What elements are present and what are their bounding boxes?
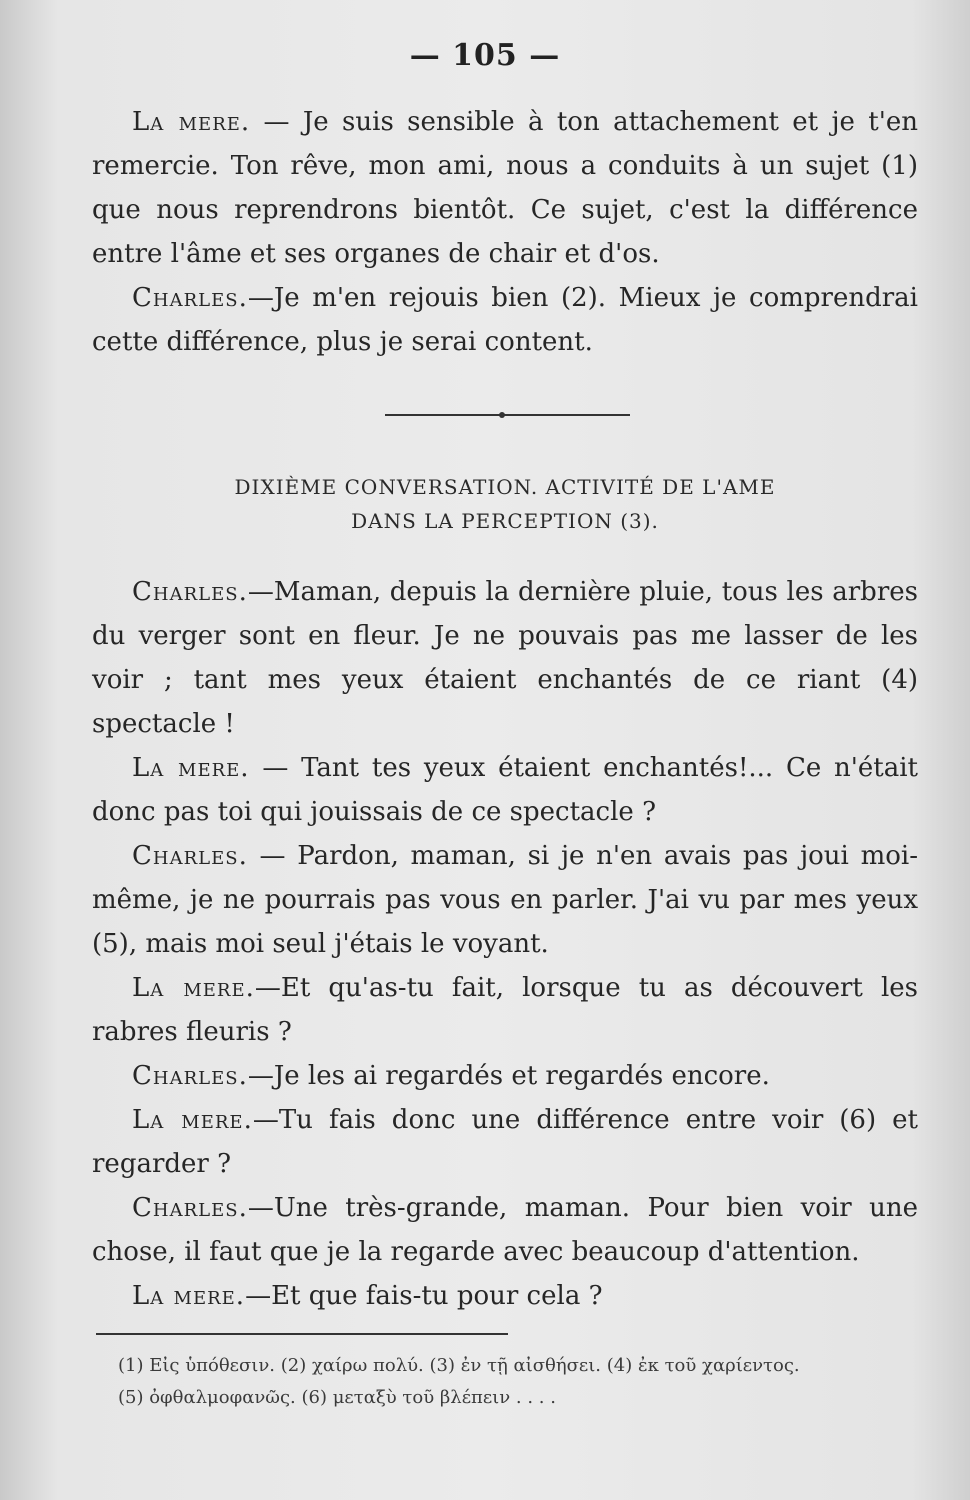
dialogue-text: —Et qu'as-tu fait, lorsque tu as découvert les rabres fleuris ? xyxy=(92,973,918,1047)
dialogue-text: — Tant tes yeux étaient enchantés!... Ce n'était donc pas toi qui jouissais de ce spectacle ? xyxy=(92,753,918,827)
dialogue-paragraph xyxy=(92,1054,918,1098)
section-divider xyxy=(385,414,630,416)
speaker-name: La mere. xyxy=(132,107,251,137)
chapter-heading xyxy=(92,470,918,538)
dialogue-paragraph xyxy=(92,1098,918,1186)
dialogue-text: —Je m'en rejouis bien (2). Mieux je comprendrai cette différence, plus je serai content. xyxy=(92,283,918,357)
dialogue-text: —Une très-grande, maman. Pour bien voir une chose, il faut que je la regarde avec beaucoup d'attention. xyxy=(92,1193,918,1267)
dialogue-text: —Je les ai regardés et regardés encore. xyxy=(247,1061,770,1091)
dialogue-paragraph xyxy=(92,570,918,746)
dialogue-text: — Je suis sensible à ton attachement et je t'en remercie. Ton rêve, mon ami, nous a conduits à un sujet (1) que nous reprendrons bientôt. Ce sujet, c'est la différence entre l'âme et ses organes de chair et d'os. xyxy=(92,107,918,269)
page-number: — 105 — xyxy=(409,38,561,73)
dialogue-text: —Maman, depuis la dernière pluie, tous les arbres du verger sont en fleur. Je ne pouvais pas me lasser de les voir ; tant mes yeux étaient enchantés de ce riant (4) spectacle ! xyxy=(92,577,918,739)
dialogue-paragraph xyxy=(92,746,918,834)
chapter-heading-line-1: DIXIÈME CONVERSATION. ACTIVITÉ DE L'AME xyxy=(234,475,776,499)
footnote-line-2: (5) ὀφθαλμοφανῶς. (6) μεταξὺ τοῦ βλέπειν . . . . xyxy=(118,1387,556,1408)
chapter-heading-line-2: DANS LA PERCEPTION (3). xyxy=(351,509,659,533)
speaker-name: Charles. xyxy=(132,1193,248,1223)
footnotes xyxy=(118,1350,918,1414)
dialogue-paragraph xyxy=(92,1274,918,1318)
speaker-name: La mere. xyxy=(132,753,250,783)
dialogue-text: — Pardon, maman, si je n'en avais pas joui moi-même, je ne pourrais pas vous en parler. J'ai vu par mes yeux (5), mais moi seul j'étais le voyant. xyxy=(92,841,918,959)
dialogue-section-2 xyxy=(92,570,918,1318)
speaker-name: La mere. xyxy=(132,1281,246,1311)
speaker-name: Charles. xyxy=(132,283,248,313)
dialogue-section-1 xyxy=(92,100,918,364)
dialogue-paragraph xyxy=(92,1186,918,1274)
dialogue-paragraph xyxy=(92,276,918,364)
dialogue-paragraph xyxy=(92,966,918,1054)
speaker-name: La mere. xyxy=(132,1105,253,1135)
footnote-divider xyxy=(96,1333,508,1335)
speaker-name: La mere. xyxy=(132,973,255,1003)
dialogue-text: —Et que fais-tu pour cela ? xyxy=(245,1281,603,1311)
footnote-line-1: (1) Εἰς ὑπόθεσιν. (2) χαίρω πολύ. (3) ἐν τῇ αἰσθήσει. (4) ἐκ τοῦ χαρίεντος. xyxy=(118,1355,800,1376)
speaker-name: Charles. xyxy=(132,841,248,871)
dialogue-paragraph xyxy=(92,834,918,966)
dialogue-paragraph xyxy=(92,100,918,276)
speaker-name: Charles. xyxy=(132,1061,248,1091)
dialogue-text: —Tu fais donc une différence entre voir (6) et regarder ? xyxy=(92,1105,918,1179)
speaker-name: Charles. xyxy=(132,577,248,607)
